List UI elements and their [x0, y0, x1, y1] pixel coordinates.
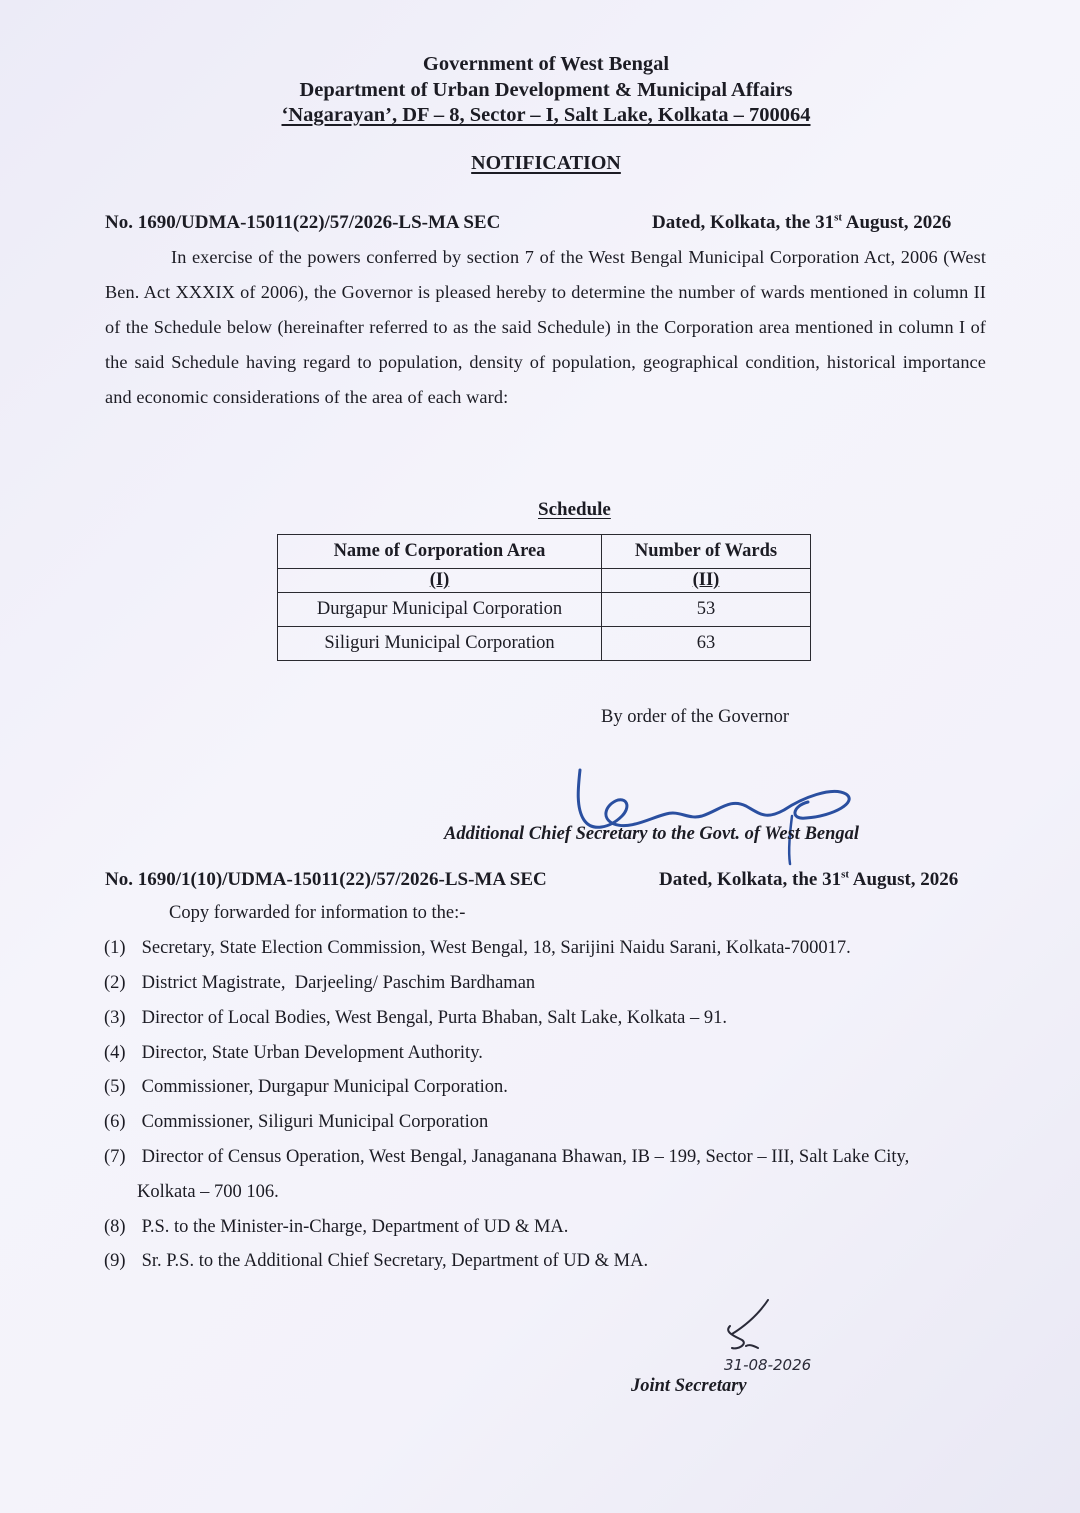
column-number-2: (II)	[602, 569, 811, 593]
header-address: ‘Nagarayan’, DF – 8, Sector – I, Salt Lake, Kolkata – 700064	[281, 104, 811, 126]
header-government: Government of West Bengal	[422, 53, 670, 75]
memo-number-2: No. 1690/1(10)/UDMA-15011(22)/57/2026-LS-MA SEC	[105, 869, 547, 890]
copy-forwarded-text: Copy forwarded for information to the:-	[169, 903, 466, 923]
ward-count: 63	[602, 627, 811, 661]
column-header-wards: Number of Wards	[602, 535, 811, 569]
ward-count: 53	[602, 593, 811, 627]
notification-body: In exercise of the powers conferred by section 7 of the West Bengal Municipal Corporation Act, 2006 (West Ben. Act XXXIX of 2006), the Governor is pleased hereby to determine the number of wards mentioned in column II of the Schedule below (hereinafter referred to as the said Schedule) in the Corporation area mentioned in column I of the said Schedule having regard to population, density of population, geographical condition, historical importance and economic considerations of the area of each ward:	[105, 247, 986, 407]
list-item: (7) Director of Census Operation, West Bengal, Janaganana Bhawan, IB – 199, Sector – III, Salt Lake City,	[104, 1147, 910, 1167]
corporation-name: Siliguri Municipal Corporation	[278, 627, 602, 661]
handwritten-date: 31-08-2026	[724, 1356, 812, 1374]
signatory-designation: Additional Chief Secretary to the Govt. of West Bengal	[444, 824, 860, 844]
table-roman-row	[278, 569, 811, 593]
list-item-continuation: Kolkata – 700 106.	[137, 1182, 279, 1202]
list-item: (1) Secretary, State Election Commission, West Bengal, 18, Sarijini Naidu Sarani, Kolkata-700017.	[104, 938, 851, 958]
list-item: (2) District Magistrate, Darjeeling/ Paschim Bardhaman	[104, 973, 536, 993]
schedule-title: Schedule	[538, 499, 611, 520]
by-order-text: By order of the Governor	[601, 707, 790, 727]
header-department: Department of Urban Development & Municipal Affairs	[299, 79, 793, 101]
list-item: (4) Director, State Urban Development Authority.	[104, 1043, 483, 1063]
list-item: (8) P.S. to the Minister-in-Charge, Department of UD & MA.	[104, 1217, 569, 1237]
list-item: (5) Commissioner, Durgapur Municipal Corporation.	[104, 1077, 508, 1097]
list-item: (9) Sr. P.S. to the Additional Chief Secretary, Department of UD & MA.	[104, 1251, 649, 1271]
notification-title: NOTIFICATION	[471, 152, 621, 174]
memo-number-1: No. 1690/UDMA-15011(22)/57/2026-LS-MA SEC	[105, 212, 501, 233]
list-item: (3) Director of Local Bodies, West Bengal, Purta Bhaban, Salt Lake, Kolkata – 91.	[104, 1008, 728, 1028]
column-number-1: (I)	[278, 569, 602, 593]
memo-date-1: Dated, Kolkata, the 31st August, 2026	[652, 211, 952, 233]
corporation-name: Durgapur Municipal Corporation	[278, 593, 602, 627]
initials-signature-icon	[720, 1296, 880, 1376]
table-row	[278, 593, 811, 627]
table-row	[278, 627, 811, 661]
memo-date-2: Dated, Kolkata, the 31st August, 2026	[659, 868, 959, 890]
column-header-corporation: Name of Corporation Area	[278, 535, 602, 569]
table-header-row	[278, 535, 811, 569]
handwritten-signature-icon	[570, 758, 870, 868]
schedule-table	[277, 534, 811, 661]
joint-secretary-designation: Joint Secretary	[631, 1376, 747, 1396]
list-item: (6) Commissioner, Siliguri Municipal Corporation	[104, 1112, 489, 1132]
